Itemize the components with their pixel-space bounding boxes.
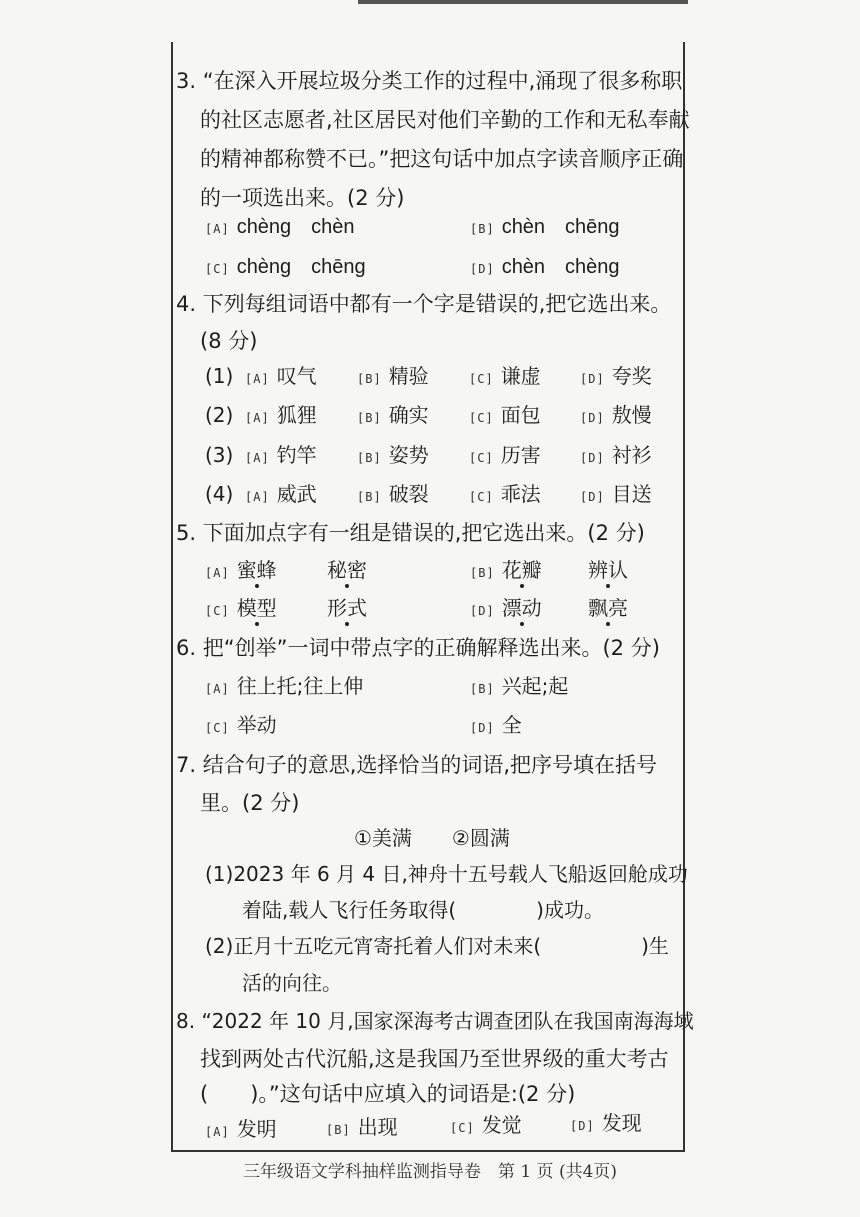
q4-group-3-option-c[interactable]: [C] 历害 [469,443,541,467]
q7-line-1: 7. 结合句子的意思,选择恰当的词语,把序号填在括号 [176,753,658,777]
q4-group-1-option-c[interactable]: [C] 谦虚 [469,364,541,388]
q8-line-2: 找到两处古代沉船,这是我国乃至世界级的重大考古 [200,1047,669,1071]
q3-option-b[interactable]: [B] chèn chēng [470,216,620,238]
q8-line-1: 8. “2022 年 10 月,国家深海考古调查团队在我国南海海域 [176,1009,694,1033]
q6-option-a[interactable]: [A] 往上托;往上伸 [205,674,364,698]
q4-group-1-option-a[interactable]: [A] 叹气 [245,364,317,388]
q5-option-a-word-2: 秘密 [327,555,367,585]
q5-line-1: 5. 下面加点字有一组是错误的,把它选出来。(2 分) [176,521,645,545]
q4-group-4-option-a[interactable]: [A] 威武 [245,482,317,506]
q7-sentence-2-line-1[interactable]: (2)正月十五吃元宵寄托着人们对未来( )生 [205,934,669,958]
page-footer: 三年级语文学科抽样监测指导卷 第 1 页 (共4页) [242,1162,618,1182]
q4-group-4-option-c[interactable]: [C] 乖法 [469,482,541,506]
q4-group-2-option-b[interactable]: [B] 确实 [357,403,429,427]
q4-group-2-option-d[interactable]: [D] 敖慢 [580,403,652,427]
q7-sentence-2-line-2: 活的向往。 [242,971,342,995]
q4-group-4-option-b[interactable]: [B] 破裂 [357,482,429,506]
q3-line-3: 的精神都称赞不已。”把这句话中加点字读音顺序正确 [200,147,684,171]
q8-option-a[interactable]: [A] 发明 [205,1117,277,1141]
q5-option-b[interactable]: [B] 花瓣 [470,555,542,588]
q4-group-1-option-d[interactable]: [D] 夸奖 [580,364,652,388]
q8-option-c[interactable]: [C] 发觉 [450,1113,522,1137]
q7-word-choices: ①美满 ②圆满 [354,826,510,850]
q6-option-d[interactable]: [D] 全 [470,713,522,737]
q4-group-2-option-a[interactable]: [A] 狐狸 [245,403,317,427]
q5-option-b-word-2: 辨认 [588,555,628,585]
q7-sentence-1-line-1: (1)2023 年 6 月 4 日,神舟十五号载人飞船返回舱成功 [205,862,688,886]
q4-group-4-number: (4) [205,482,234,506]
q4-group-2-option-c[interactable]: [C] 面包 [469,403,541,427]
q5-option-d[interactable]: [D] 漂动 [470,593,542,626]
q4-group-3-number: (3) [205,443,234,467]
q8-option-d[interactable]: [D] 发现 [570,1111,642,1135]
q8-option-b[interactable]: [B] 出现 [326,1115,398,1139]
q3-line-1: 3. “在深入开展垃圾分类工作的过程中,涌现了很多称职 [176,69,683,93]
top-edge-line [358,0,688,4]
q4-group-3-option-b[interactable]: [B] 姿势 [357,443,429,467]
q4-line-2: (8 分) [200,329,258,353]
q6-line-1: 6. 把“创举”一词中带点字的正确解释选出来。(2 分) [176,636,660,660]
q4-line-1: 4. 下列每组词语中都有一个字是错误的,把它选出来。 [176,292,672,316]
q5-option-c-word-2: 形式 [327,593,367,623]
q3-option-a[interactable]: [A] chèng chèn [205,216,355,238]
q3-line-2: 的社区志愿者,社区居民对他们辛勤的工作和无私奉献 [200,108,690,132]
q4-group-1-option-b[interactable]: [B] 精验 [357,364,429,388]
q7-sentence-1-line-2[interactable]: 着陆,载人飞行任务取得( )成功。 [242,898,604,922]
q3-line-4: 的一项选出来。(2 分) [200,186,405,210]
q7-line-2: 里。(2 分) [200,791,300,815]
q4-group-1-number: (1) [205,364,234,388]
q8-line-3[interactable]: ( )。”这句话中应填入的词语是:(2 分) [200,1082,576,1106]
q4-group-3-option-a[interactable]: [A] 钓竿 [245,443,317,467]
q4-group-3-option-d[interactable]: [D] 衬衫 [580,443,652,467]
q5-option-a[interactable]: [A] 蜜蜂 [205,555,277,588]
q5-option-c[interactable]: [C] 模型 [205,593,277,626]
q5-option-d-word-2: 飘亮 [588,593,628,623]
q3-option-c[interactable]: [C] chèng chēng [205,256,366,278]
q4-group-2-number: (2) [205,403,234,427]
q6-option-b[interactable]: [B] 兴起;起 [470,674,569,698]
q6-option-c[interactable]: [C] 举动 [205,713,277,737]
q3-option-d[interactable]: [D] chèn chèng [470,256,620,278]
q4-group-4-option-d[interactable]: [D] 目送 [580,482,652,506]
